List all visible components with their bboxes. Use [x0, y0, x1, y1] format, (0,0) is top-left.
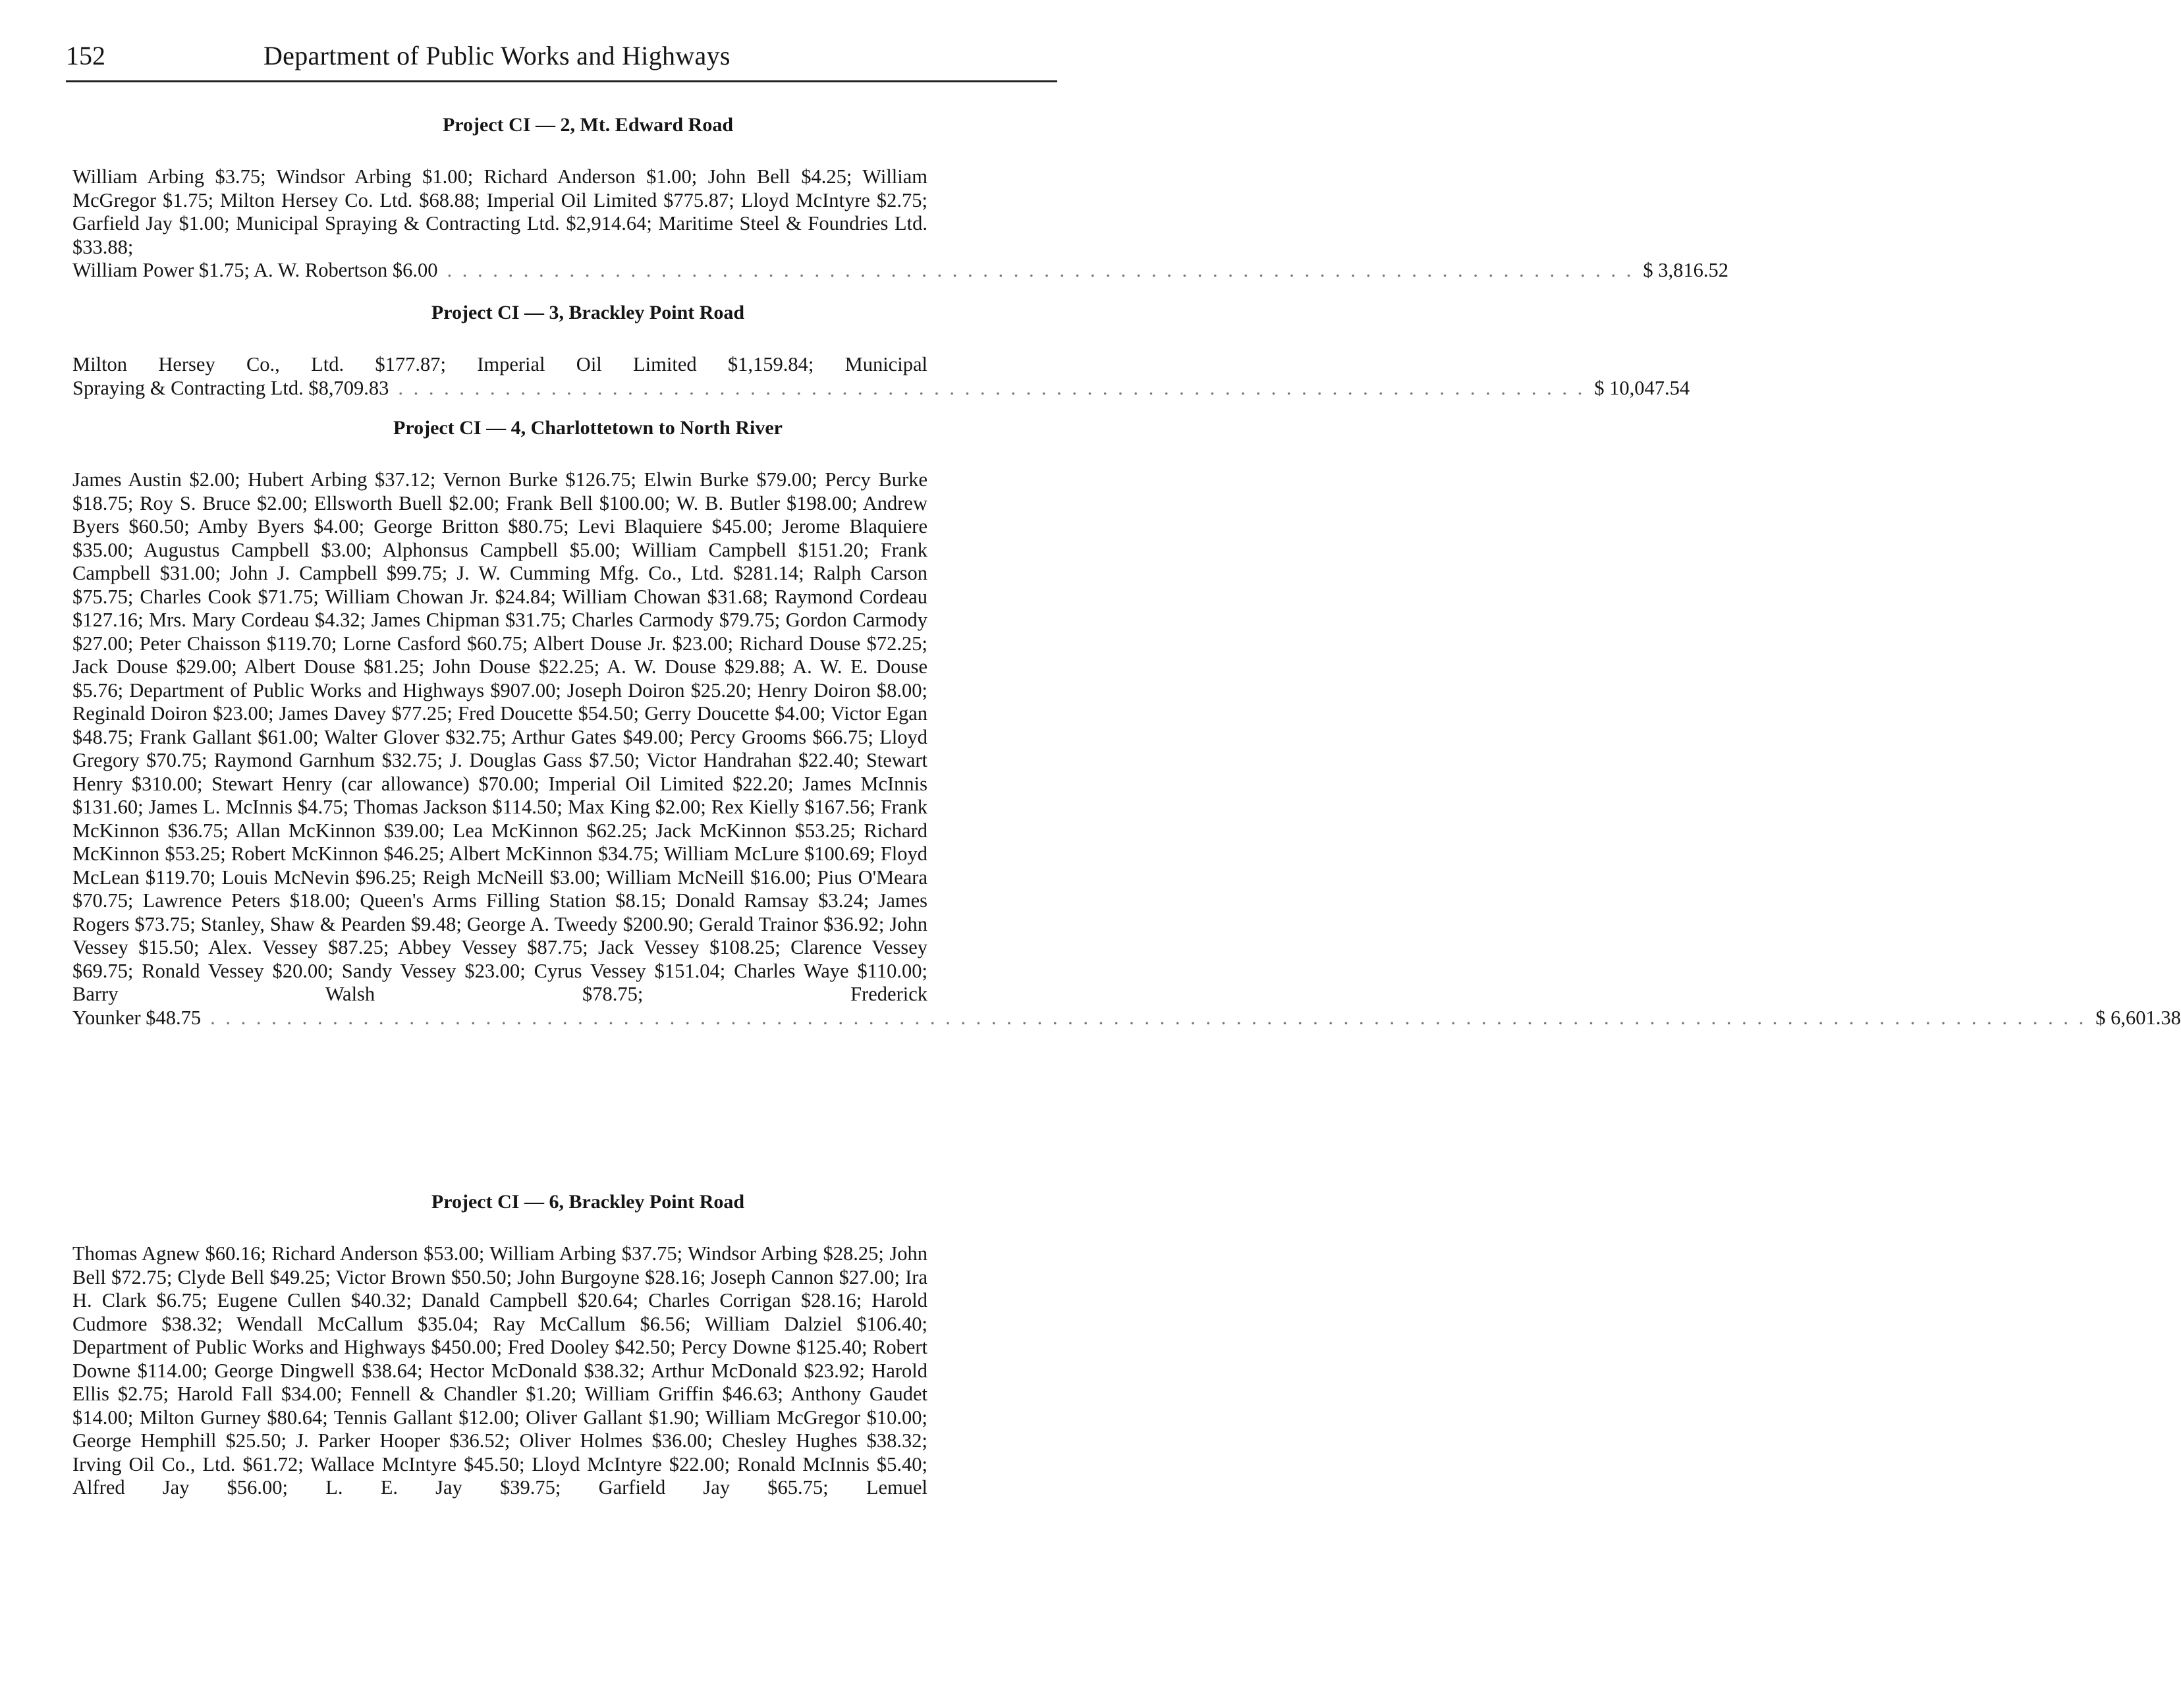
header-rule — [66, 80, 1057, 82]
dot-leader: . . . . . . . . . . . . . . . . . . . . . . . . . . . . . . . . . . . . . . . . . . . . . . . . . . . . . . . . . . . . . . . . . . . . . . . . . . . . . . — [398, 376, 1586, 399]
section-total-row — [72, 1006, 2181, 1030]
section-last-line: William Power $1.75; A. W. Robertson $6.00 — [72, 259, 438, 281]
section-body: William Arbing $3.75; Windsor Arbing $1.00; Richard Anderson $1.00; John Bell $4.25; William McGregor $1.75; Milton Hersey Co. Ltd. $68.88; Imperial Oil Limited $775.87; Lloyd McIntyre $2.75; Garfield Jay $1.00; Municipal Spraying & Contracting Ltd. $2,914.64; Maritime Steel & Foundries Ltd. $33.88; — [72, 165, 927, 258]
section-total: $ 10,047.54 — [1594, 376, 1690, 399]
section-body: James Austin $2.00; Hubert Arbing $37.12; Vernon Burke $126.75; Elwin Burke $79.00; Percy Burke $18.75; Roy S. Bruce $2.00; Ellsworth Buell $2.00; Frank Bell $100.00; W. B. Butler $198.00; Andrew Byers $60.50; Amby Byers $4.00; George Britton $80.75; Levi Blaquiere $45.00; Jerome Blaquiere $35.00; Augustus Campbell $3.00; Alphonsus Campbell $5.00; William Campbell $151.20; Frank Campbell $31.00; John J. Campbell $99.75; J. W. Cumming Mfg. Co., Ltd. $281.14; Ralph Carson $75.75; Charles Cook $71.75; William Chowan Jr. $24.84; William Chowan $31.68; Raymond Cordeau $127.16; Mrs. Mary Cordeau $4.32; James Chipman $31.75; Charles Carmody $79.75; Gordon Carmody $27.00; Peter Chaisson $119.70; Lorne Casford $60.75; Albert Douse Jr. $23.00; Richard Douse $72.25; Jack Douse $29.00; Albert Douse $81.25; John Douse $22.25; A. W. Douse $29.88; A. W. E. Douse $5.76; Department of Public Works and Highways $907.00; Joseph Doiron $25.20; Henry Doiron $8.00; Reginald Doiron $23.00; James Davey $77.25; Fred Doucette $54.50; Gerry Doucette $4.00; Victor Egan $48.75; Frank Gallant $61.00; Walter Glover $32.75; Arthur Gates $49.00; Percy Grooms $66.75; Lloyd Gregory $70.75; Raymond Garnhum $32.75; J. Douglas Gass $7.50; Victor Handrahan $22.40; Stewart Henry $310.00; Stewart Henry (car allowance) $70.00; Imperial Oil Limited $22.20; James McInnis $131.60; James L. McInnis $4.75; Thomas Jackson $114.50; Max King $2.00; Rex Kielly $167.56; Frank McKinnon $36.75; Allan McKinnon $39.00; Lea McKinnon $62.25; Jack McKinnon $53.25; Richard McKinnon $53.25; Robert McKinnon $46.25; Albert McKinnon $34.75; William McLure $100.69; Floyd McLean $119.70; Louis McNevin $96.25; Reigh McNeill $3.00; William McNeill $16.00; Pius O'Meara $70.75; Lawrence Peters $18.00; Queen's Arms Filling Station $8.15; Donald Ramsay $3.24; James Rogers $73.75; Stanley, Shaw & Pearden $9.48; George A. Tweedy $200.90; Gerald Trainor $36.92; John Vessey $15.50; Alex. Vessey $87.25; Abbey Vessey $87.75; Jack Vessey $108.25; Clarence Vessey $69.75; Ronald Vessey $20.00; Sandy Vessey $23.00; Cyrus Vessey $151.04; Charles Waye $110.00; Barry Walsh $78.75; Frederick — [72, 468, 927, 1005]
section-body: Thomas Agnew $60.16; Richard Anderson $53.00; William Arbing $37.75; Windsor Arbing $28.25; John Bell $72.75; Clyde Bell $49.25; Victor Brown $50.50; John Burgoyne $28.16; Joseph Cannon $27.00; Ira H. Clark $6.75; Eugene Cullen $40.32; Danald Campbell $20.64; Charles Corrigan $28.16; Harold Cudmore $38.32; Wendall McCallum $35.04; Ray McCallum $6.56; William Dalziel $106.40; Department of Public Works and Highways $450.00; Fred Dooley $42.50; Percy Downe $125.40; Robert Downe $114.00; George Dingwell $38.64; Hector McDonald $38.32; Arthur McDonald $23.92; Harold Ellis $2.75; Harold Fall $34.00; Fennell & Chandler $1.20; William Griffin $46.63; Anthony Gaudet $14.00; Milton Gurney $80.64; Tennis Gallant $12.00; Oliver Gallant $1.90; William McGregor $10.00; George Hemphill $25.50; J. Parker Hooper $36.52; Oliver Holmes $36.00; Chesley Hughes $38.32; Irving Oil Co., Ltd. $61.72; Wallace McIntyre $45.50; Lloyd McIntyre $22.00; Ronald McInnis $5.40; Alfred Jay $56.00; L. E. Jay $39.75; Garfield Jay $65.75; Lemuel — [72, 1242, 927, 1499]
section-body: Milton Hersey Co., Ltd. $177.87; Imperial Oil Limited $1,159.84; Municipal — [72, 353, 927, 375]
section-total: $ 6,601.38 — [2095, 1006, 2181, 1029]
project-section-ci-4 — [72, 412, 2181, 1030]
project-section-ci-2 — [72, 109, 1729, 283]
page-header — [66, 36, 1057, 76]
section-total: $ 3,816.52 — [1643, 259, 1729, 281]
section-heading: Project CI — 2, Mt. Edward Road — [442, 114, 734, 136]
project-section-ci-3 — [72, 296, 1690, 400]
section-total-row — [72, 259, 1729, 283]
section-last-line: Spraying & Contracting Ltd. $8,709.83 — [72, 376, 389, 399]
page-number: 152 — [66, 41, 105, 70]
section-total-row — [72, 376, 1690, 400]
project-section-ci-6 — [72, 1186, 1064, 1500]
dot-leader: . . . . . . . . . . . . . . . . . . . . . . . . . . . . . . . . . . . . . . . . . . . . . . . . . . . . . . . . . . . . . . . . . . . . . . . . . . . . . . . . . . . . . . . . . . . . . . . . . . . . . . . . . . . . . . . . . . . . . . . . . . . — [210, 1006, 2087, 1029]
dot-leader: . . . . . . . . . . . . . . . . . . . . . . . . . . . . . . . . . . . . . . . . . . . . . . . . . . . . . . . . . . . . . . . . . . . . . . . . . . . . . . — [447, 259, 1634, 281]
running-title: Department of Public Works and Highways — [263, 41, 731, 70]
section-heading: Project CI — 6, Brackley Point Road — [431, 1191, 745, 1213]
section-last-line: Younker $48.75 — [72, 1006, 202, 1029]
section-heading: Project CI — 3, Brackley Point Road — [431, 302, 745, 323]
section-heading: Project CI — 4, Charlottetown to North River — [393, 417, 783, 439]
